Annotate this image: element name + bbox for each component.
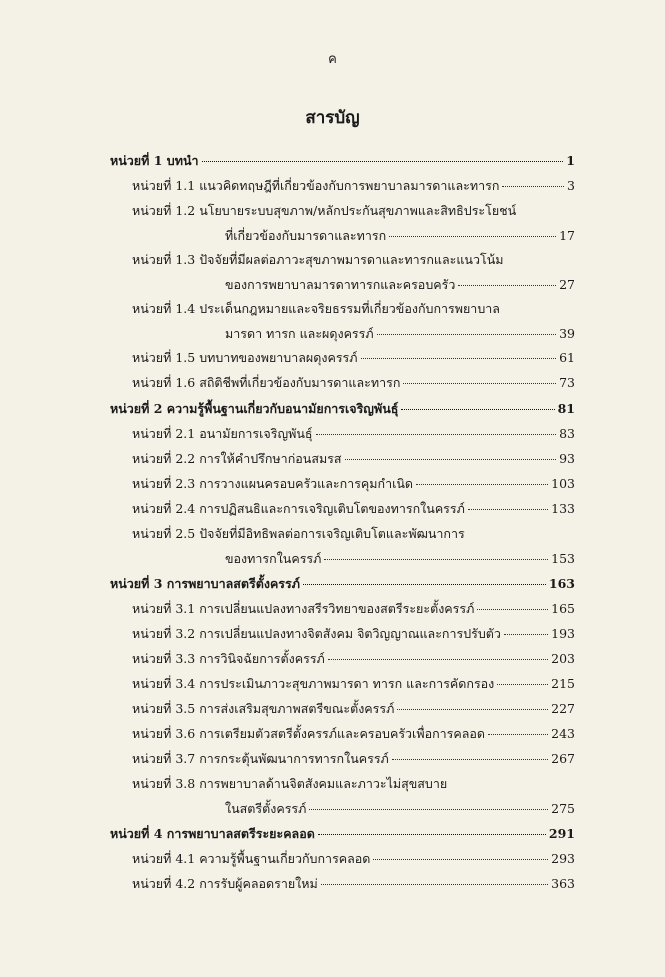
toc-subunit-entry[interactable] bbox=[110, 497, 575, 522]
toc-page-number: 3 bbox=[567, 178, 575, 193]
toc-page-number: 61 bbox=[559, 350, 575, 365]
toc-page-number: 81 bbox=[557, 401, 575, 416]
dot-leader bbox=[458, 285, 556, 286]
toc-page-number: 73 bbox=[559, 375, 575, 390]
toc-entry-label: หน่วยที่ 1.6 สถิติชีพที่เกี่ยวข้องกับมารดาและทารก bbox=[132, 375, 401, 390]
dot-leader bbox=[361, 358, 557, 359]
dot-leader bbox=[502, 186, 564, 187]
toc-subunit-entry[interactable] bbox=[110, 672, 575, 697]
toc-subunit-entry[interactable] bbox=[110, 422, 575, 447]
toc-page-number: 275 bbox=[551, 801, 575, 816]
toc-subunit-entry[interactable] bbox=[110, 522, 575, 547]
toc-entry-label: ที่เกี่ยวข้องกับมารดาและทารก bbox=[225, 228, 387, 243]
toc-entry-label: หน่วยที่ 1.5 บทบาทของพยาบาลผดุงครรภ์ bbox=[132, 350, 358, 365]
dot-leader bbox=[504, 634, 548, 635]
dot-leader bbox=[321, 884, 548, 885]
toc-subunit-entry[interactable] bbox=[110, 847, 575, 872]
toc-subunit-entry[interactable] bbox=[110, 346, 575, 371]
dot-leader bbox=[373, 859, 548, 860]
toc-subunit-entry[interactable] bbox=[110, 297, 575, 322]
toc-subunit-entry[interactable] bbox=[110, 472, 575, 497]
toc-subunit-entry[interactable] bbox=[110, 697, 575, 722]
toc-entry-label: หน่วยที่ 1.4 ประเด็นกฎหมายและจริยธรรมที่เกี่ยวข้องกับการพยาบาล bbox=[132, 301, 500, 316]
toc-subunit-entry[interactable] bbox=[110, 722, 575, 747]
dot-leader bbox=[397, 709, 548, 710]
toc-page-number: 165 bbox=[551, 601, 575, 616]
toc-unit-entry[interactable] bbox=[110, 571, 575, 597]
toc-entry-label: หน่วยที่ 3.6 การเตรียมตัวสตรีตั้งครรภ์และครอบครัวเพื่อการคลอด bbox=[132, 726, 486, 741]
toc-page-number: 93 bbox=[559, 451, 575, 466]
toc-subunit-entry[interactable] bbox=[110, 622, 575, 647]
toc-subunit-entry[interactable] bbox=[110, 747, 575, 772]
dot-leader bbox=[488, 734, 548, 735]
toc-entry-label: หน่วยที่ 3.5 การส่งเสริมสุขภาพสตรีขณะตั้งครรภ์ bbox=[132, 701, 395, 716]
toc-entry-label: หน่วยที่ 2.2 การให้คำปรึกษาก่อนสมรส bbox=[132, 451, 342, 466]
toc-entry-label: มารดา ทารก และผดุงครรภ์ bbox=[225, 326, 374, 341]
toc-page-number: 193 bbox=[551, 626, 575, 641]
toc-page-number: 163 bbox=[548, 576, 575, 591]
toc-entry-label: หน่วยที่ 3.8 การพยาบาลด้านจิตสังคมและภาวะไม่สุขสบาย bbox=[132, 776, 448, 791]
toc-entry-label: หน่วยที่ 4.2 การรับผู้คลอดรายใหม่ bbox=[132, 876, 318, 891]
toc-entry-label: หน่วยที่ 2 ความรู้พื้นฐานเกี่ยวกับอนามัยการเจริญพันธุ์ bbox=[110, 401, 399, 416]
toc-entry-continuation[interactable] bbox=[110, 273, 575, 297]
toc-entry-label: หน่วยที่ 3.4 การประเมินภาวะสุขภาพมารดา ทารก และการคัดกรอง bbox=[132, 676, 495, 691]
dot-leader bbox=[401, 409, 554, 410]
toc-subunit-entry[interactable] bbox=[110, 174, 575, 199]
dot-leader bbox=[303, 584, 546, 585]
toc-entry-label: ของการพยาบาลมารดาทารกและครอบครัว bbox=[225, 277, 456, 292]
toc-entry-label: หน่วยที่ 1.1 แนวคิดทฤษฎีที่เกี่ยวข้องกับการพยาบาลมารดาและทารก bbox=[132, 178, 500, 193]
toc-entry-label: หน่วยที่ 3 การพยาบาลสตรีตั้งครรภ์ bbox=[110, 576, 300, 591]
toc-page-number: 363 bbox=[551, 876, 575, 891]
toc-subunit-entry[interactable] bbox=[110, 199, 575, 224]
dot-leader bbox=[328, 659, 548, 660]
dot-leader bbox=[324, 559, 548, 560]
dot-leader bbox=[477, 609, 548, 610]
toc-subunit-entry[interactable] bbox=[110, 447, 575, 472]
toc-page-number: 17 bbox=[559, 228, 575, 243]
toc-entry-label: หน่วยที่ 3.1 การเปลี่ยนแปลงทางสรีรวิทยาของสตรีระยะตั้งครรภ์ bbox=[132, 601, 475, 616]
toc-entry-continuation[interactable] bbox=[110, 224, 575, 248]
toc-entry-label: หน่วยที่ 2.4 การปฏิสนธิและการเจริญเติบโตของทารกในครรภ์ bbox=[132, 501, 465, 516]
toc-entry-label: หน่วยที่ 1.3 ปัจจัยที่มีผลต่อภาวะสุขภาพมารดาและทารกและแนวโน้ม bbox=[132, 252, 504, 267]
dot-leader bbox=[389, 236, 556, 237]
toc-page-number: 293 bbox=[551, 851, 575, 866]
toc-entry-label: หน่วยที่ 2.3 การวางแผนครอบครัวและการคุมกำเนิด bbox=[132, 476, 414, 491]
dot-leader bbox=[318, 834, 546, 835]
toc-entry-label: ในสตรีตั้งครรภ์ bbox=[225, 801, 307, 816]
toc-subunit-entry[interactable] bbox=[110, 371, 575, 396]
toc-entry-continuation[interactable] bbox=[110, 797, 575, 821]
toc-entry-continuation[interactable] bbox=[110, 547, 575, 571]
toc-subunit-entry[interactable] bbox=[110, 248, 575, 273]
dot-leader bbox=[468, 509, 548, 510]
toc-page-number: 39 bbox=[559, 326, 575, 341]
dot-leader bbox=[403, 383, 556, 384]
dot-leader bbox=[202, 161, 564, 162]
page-letter: ค bbox=[328, 52, 337, 67]
toc-entry-label: หน่วยที่ 1.2 นโยบายระบบสุขภาพ/หลักประกันสุขภาพและสิทธิประโยชน์ bbox=[132, 203, 517, 218]
toc-page-number: 133 bbox=[551, 501, 575, 516]
toc-page-number: 291 bbox=[548, 826, 575, 841]
toc-entry-label: ของทารกในครรภ์ bbox=[225, 551, 322, 566]
toc-page-number: 243 bbox=[551, 726, 575, 741]
toc-page-number: 153 bbox=[551, 551, 575, 566]
toc-unit-entry[interactable] bbox=[110, 396, 575, 422]
toc-page-number: 267 bbox=[551, 751, 575, 766]
toc-entry-label: หน่วยที่ 4.1 ความรู้พื้นฐานเกี่ยวกับการคลอด bbox=[132, 851, 371, 866]
dot-leader bbox=[392, 759, 548, 760]
toc-page-number: 103 bbox=[551, 476, 575, 491]
toc-entry-label: หน่วยที่ 3.2 การเปลี่ยนแปลงทางจิตสังคม จิตวิญญาณและการปรับตัว bbox=[132, 626, 501, 641]
table-of-contents bbox=[110, 148, 575, 897]
toc-entry-label: หน่วยที่ 1 บทนำ bbox=[110, 153, 199, 168]
toc-entry-label: หน่วยที่ 3.3 การวินิจฉัยการตั้งครรภ์ bbox=[132, 651, 325, 666]
toc-subunit-entry[interactable] bbox=[110, 872, 575, 897]
toc-subunit-entry[interactable] bbox=[110, 597, 575, 622]
dot-leader bbox=[497, 684, 548, 685]
toc-page-number: 227 bbox=[551, 701, 575, 716]
toc-unit-entry[interactable] bbox=[110, 821, 575, 847]
toc-unit-entry[interactable] bbox=[110, 148, 575, 174]
toc-page-number: 1 bbox=[566, 153, 575, 168]
toc-entry-label: หน่วยที่ 2.5 ปัจจัยที่มีอิทธิพลต่อการเจริญเติบโตและพัฒนาการ bbox=[132, 526, 465, 541]
dot-leader bbox=[345, 459, 557, 460]
toc-entry-label: หน่วยที่ 3.7 การกระตุ้นพัฒนาการทารกในครรภ์ bbox=[132, 751, 389, 766]
toc-subunit-entry[interactable] bbox=[110, 772, 575, 797]
toc-page-number: 215 bbox=[551, 676, 575, 691]
toc-page-number: 203 bbox=[551, 651, 575, 666]
toc-subunit-entry[interactable] bbox=[110, 647, 575, 672]
dot-leader bbox=[377, 334, 556, 335]
toc-entry-label: หน่วยที่ 2.1 อนามัยการเจริญพันธุ์ bbox=[132, 426, 313, 441]
dot-leader bbox=[416, 484, 548, 485]
page-title: สารบัญ bbox=[305, 108, 360, 128]
toc-page-number: 27 bbox=[559, 277, 575, 292]
toc-entry-continuation[interactable] bbox=[110, 322, 575, 346]
dot-leader bbox=[309, 809, 548, 810]
dot-leader bbox=[316, 434, 557, 435]
toc-entry-label: หน่วยที่ 4 การพยาบาลสตรีระยะคลอด bbox=[110, 826, 315, 841]
toc-page-number: 83 bbox=[559, 426, 575, 441]
